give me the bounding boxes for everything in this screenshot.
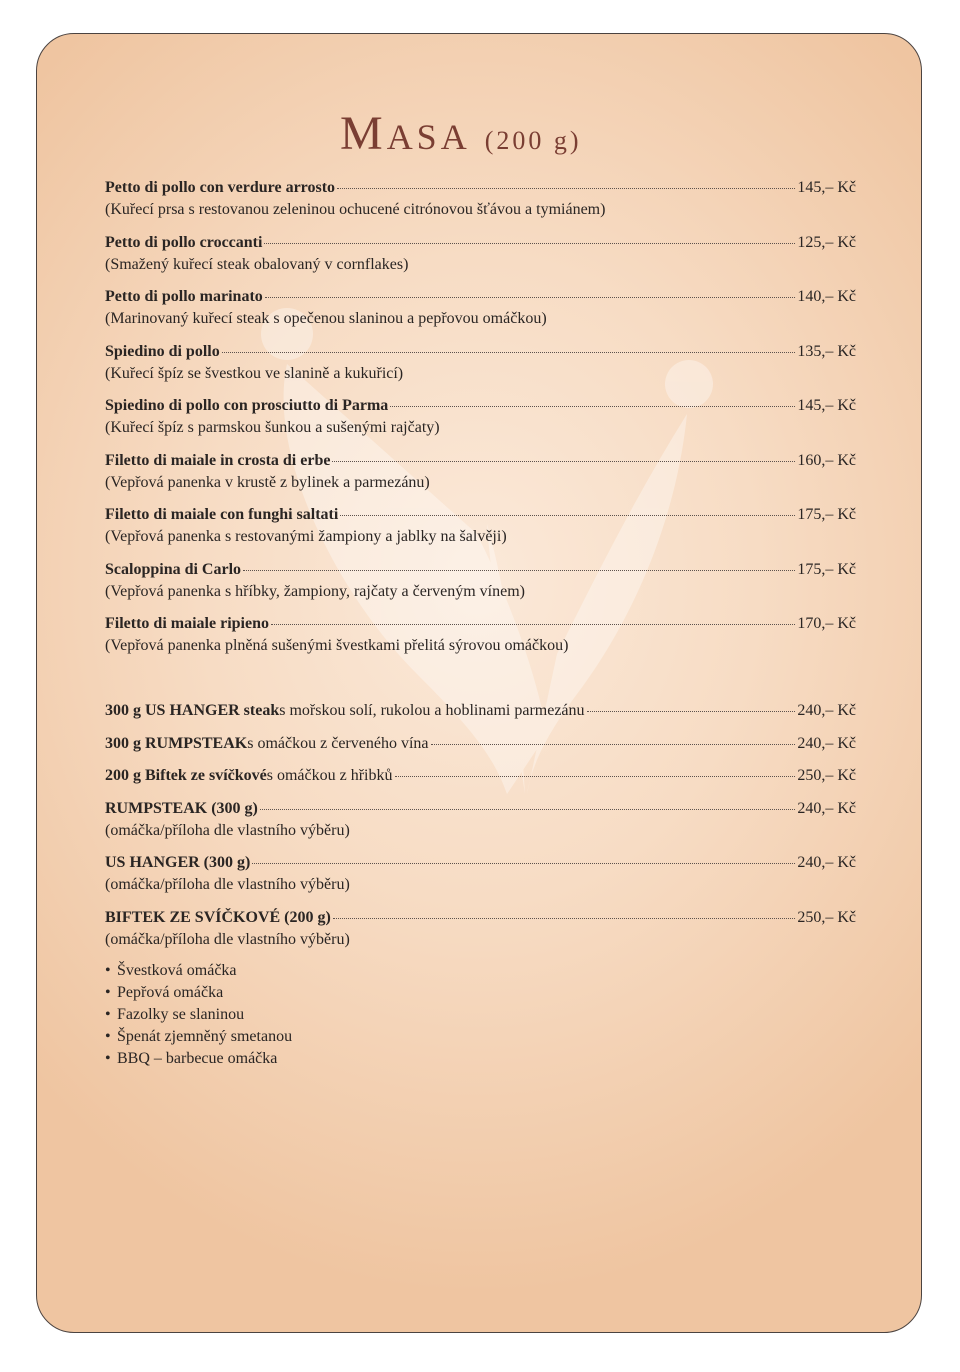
sauce-label: Špenát zjemněný smetanou [117, 1028, 293, 1045]
item-name: Scaloppina di Carlo [105, 560, 242, 578]
sauce-label: Pepřová omáčka [117, 984, 224, 1001]
steak-price: 240,– Kč [797, 702, 856, 719]
item-description: (Marinovaný kuřecí steak s opečenou slaninou a pepřovou omáčkou) [105, 310, 547, 327]
item-price: 135,– Kč [797, 342, 856, 360]
steak-description: (omáčka/příloha dle vlastního výběru) [105, 821, 350, 839]
leader-dots [587, 695, 796, 712]
leader-dots [431, 728, 796, 745]
menu-item [105, 393, 856, 448]
steak-list [105, 698, 856, 959]
title-rest: ASA [386, 117, 471, 157]
item-price: 145,– Kč [797, 397, 856, 414]
leader-dots [340, 499, 795, 516]
item-description: (Kuřecí špíz s parmskou šunkou a sušenými rajčaty) [105, 419, 440, 436]
item-description: (Kuřecí prsa s restovanou zeleninou ochucené citrónovou šťávou a tymiánem) [105, 201, 606, 218]
steak-item [105, 850, 856, 905]
steak-name: 300 g RUMPSTEAK [105, 734, 248, 752]
leader-dots [333, 902, 796, 919]
sauce-label: Fazolky se slaninou [117, 1006, 245, 1023]
menu-item [105, 284, 856, 339]
sauce-item [105, 1026, 292, 1048]
menu-item [105, 448, 856, 503]
steak-garnish: s omáčkou z hřibků [266, 767, 393, 784]
steak-price: 240,– Kč [797, 854, 856, 871]
item-name: Filetto di maiale ripieno [105, 615, 269, 632]
leader-dots [243, 554, 795, 571]
item-name: Filetto di maiale in crosta di erbe [105, 451, 331, 469]
menu-item [105, 502, 856, 557]
leader-dots [260, 793, 795, 810]
leader-dots [252, 847, 795, 864]
item-description: (Kuřecí špíz se švestkou ve slanině a kukuřicí) [105, 364, 404, 382]
sauce-list [105, 960, 292, 1070]
poultry-pork-list [105, 175, 856, 666]
bullet-icon: • [105, 984, 111, 1001]
steak-name: BIFTEK ZE SVÍČKOVÉ (200 g) [105, 908, 331, 926]
item-name: Filetto di maiale con funghi saltati [105, 506, 339, 523]
sauce-item [105, 982, 292, 1004]
sauce-item [105, 960, 292, 982]
menu-item [105, 175, 856, 230]
item-price: 175,– Kč [797, 560, 856, 578]
bullet-icon: • [105, 1050, 111, 1067]
item-description: (Vepřová panenka s restovanými žampiony a jablky na šalvěji) [105, 528, 507, 545]
item-price: 170,– Kč [797, 615, 856, 632]
sauce-label: Švestková omáčka [117, 962, 237, 979]
steak-price: 240,– Kč [797, 799, 856, 817]
leader-dots [264, 227, 795, 244]
steak-price: 250,– Kč [797, 908, 856, 926]
steak-name: 300 g US HANGER steak [105, 702, 280, 719]
item-price: 125,– Kč [797, 233, 856, 251]
steak-description: (omáčka/příloha dle vlastního výběru) [105, 876, 350, 893]
steak-description: (omáčka/příloha dle vlastního výběru) [105, 930, 350, 948]
leader-dots [265, 281, 796, 298]
item-price: 145,– Kč [797, 179, 856, 196]
bullet-icon: • [105, 1006, 111, 1023]
item-name: Spiedino di pollo con prosciutto di Parma [105, 397, 389, 414]
item-price: 160,– Kč [797, 451, 856, 469]
menu-item [105, 230, 856, 285]
item-price: 140,– Kč [797, 288, 856, 305]
steak-price: 250,– Kč [797, 767, 856, 784]
steak-garnish: s mořskou solí, rukolou a hoblinami parmezánu [279, 702, 585, 719]
title-initial: M [340, 107, 387, 160]
steak-item [105, 796, 856, 851]
item-description: (Vepřová panenka s hříbky, žampiony, rajčaty a červeným vínem) [105, 582, 525, 600]
menu-item [105, 557, 856, 612]
steak-garnish: s omáčkou z červeného vína [247, 734, 429, 752]
leader-dots [337, 172, 795, 189]
steak-item [105, 905, 856, 960]
sauce-item [105, 1048, 292, 1070]
menu-item [105, 611, 856, 666]
steak-price: 240,– Kč [797, 734, 856, 752]
leader-dots [332, 445, 795, 462]
sauce-item [105, 1004, 292, 1026]
item-price: 175,– Kč [797, 506, 856, 523]
sauce-label: BBQ – barbecue omáčka [117, 1050, 278, 1067]
item-description: (Smažený kuřecí steak obalovaný v cornflakes) [105, 255, 409, 273]
leader-dots [390, 390, 795, 407]
bullet-icon: • [105, 1028, 111, 1045]
item-name: Petto di pollo con verdure arrosto [105, 179, 336, 196]
leader-dots [222, 336, 796, 353]
steak-item [105, 763, 856, 796]
menu-item [105, 339, 856, 394]
steak-name: RUMPSTEAK (300 g) [105, 799, 258, 817]
steak-item [105, 698, 856, 731]
leader-dots [395, 760, 796, 777]
item-name: Petto di pollo marinato [105, 288, 263, 305]
item-description: (Vepřová panenka plněná sušenými švestkami přelitá sýrovou omáčkou) [105, 637, 569, 654]
item-description: (Vepřová panenka v krustě z bylinek a parmezánu) [105, 473, 430, 491]
steak-name: US HANGER (300 g) [105, 854, 251, 871]
page-title [340, 106, 582, 161]
steak-item [105, 731, 856, 764]
item-name: Petto di pollo croccanti [105, 233, 263, 251]
leader-dots [271, 608, 795, 625]
bullet-icon: • [105, 962, 111, 979]
title-weight: (200 g) [484, 126, 582, 155]
steak-name: 200 g Biftek ze svíčkové [105, 767, 267, 784]
item-name: Spiedino di pollo [105, 342, 220, 360]
